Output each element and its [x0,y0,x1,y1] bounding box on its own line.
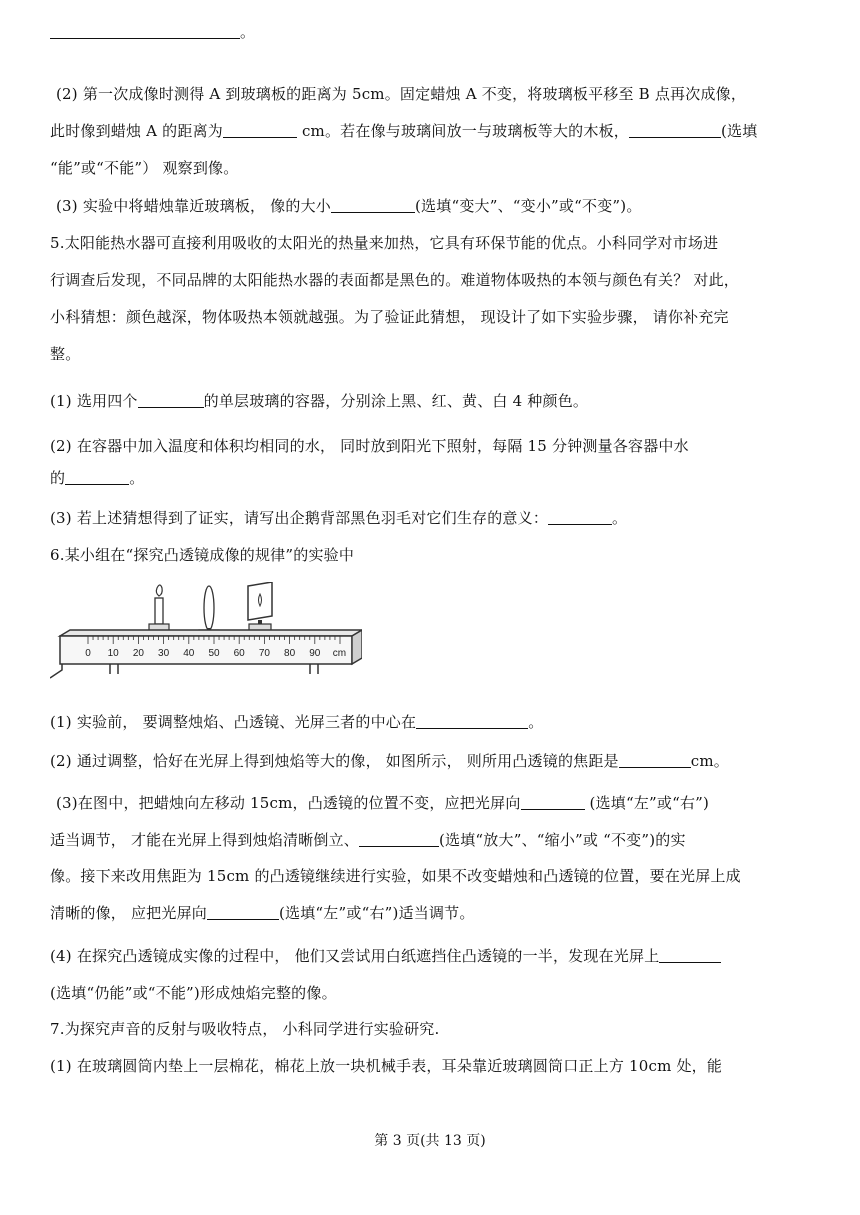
answer-blank[interactable] [359,831,439,847]
line-6: 行调查后发现，不同品牌的太阳能热水器的表面都是黑色的。难道物体吸热的本领与颜色有关？ 对此， [50,271,739,289]
line-14: (1) 实验前， 要调整烛焰、凸透镜、光屏三者的中心在 。 [50,713,544,731]
line-23: (1) 在玻璃圆筒内垫上一层棉花，棉花上放一块机械手表，耳朵靠近玻璃圆筒口正上方 10cm 处，能 [50,1057,723,1075]
ruler-tick-label: 70 [258,648,270,659]
answer-blank[interactable] [223,122,297,138]
line-12: (3) 若上述猜想得到了证实，请写出企鹅背部黑色羽毛对它们生存的意义： 。 [50,509,628,527]
line-18: 像。接下来改用焦距为 15cm 的凸透镜继续进行实验，如果不改变蜡烛和凸透镜的位置，要在光屏上成 [50,867,741,885]
line-9: (1) 选用四个 的单层玻璃的容器，分别涂上黑、红、黄、白 4 种颜色。 [50,392,589,410]
answer-blank[interactable] [659,947,721,963]
line-3: “能”或“不能”） 观察到像。 [50,159,239,177]
answer-blank[interactable] [138,392,204,408]
answer-blank[interactable] [521,794,585,810]
ruler-tick-label: 0 [85,648,91,659]
ruler-tick-label: 10 [107,648,119,659]
ruler-tick-label: 20 [132,648,144,659]
page-footer: 第 3 页(共 13 页) [374,1133,486,1149]
ruler-tick-label: 60 [233,648,245,659]
line-0: 。 [50,22,255,42]
optical-bench-figure [50,582,362,690]
line-5: 5.太阳能热水器可直接利用吸收的太阳光的热量来加热，它具有环保节能的优点。小科同学对市场进 [50,234,719,252]
answer-blank[interactable] [619,752,691,768]
ruler-tick-label: 80 [284,648,296,659]
line-1: (2) 第一次成像时测得 A 到玻璃板的距离为 5cm。固定蜡烛 A 不变，将玻璃板平移至 B 点再次成像， [56,85,747,103]
line-17: 适当调节， 才能在光屏上得到烛焰清晰倒立、 (选填“放大”、“缩小”或 “不变”)的实 [50,831,686,849]
answer-blank[interactable] [548,509,612,525]
line-10: (2) 在容器中加入温度和体积均相同的水， 同时放到阳光下照射，每隔 15 分钟测量各容器中水 [50,437,689,455]
ruler-tick-label: 30 [158,648,170,659]
ruler-tick-label: 90 [309,648,321,659]
answer-blank[interactable] [416,713,528,729]
screen-icon [248,582,272,634]
answer-blank[interactable] [207,904,279,920]
line-8: 整。 [50,345,81,363]
candle-icon [149,585,169,633]
ruler-tick-label: 50 [208,648,220,659]
line-21: (选填“仍能”或“不能”)形成烛焰完整的像。 [50,984,337,1002]
line-20: (4) 在探究凸透镜成实像的过程中， 他们又尝试用白纸遮挡住凸透镜的一半，发现在光屏上 [50,946,721,966]
line-11: 的 。 [50,469,145,487]
answer-blank[interactable] [331,197,415,213]
line-22: 7.为探究声音的反射与吸收特点， 小科同学进行实验研究. [50,1020,440,1038]
answer-blank[interactable] [65,469,129,485]
line-16: (3)在图中，把蜡烛向左移动 15cm，凸透镜的位置不变，应把光屏向 (选填“左”或“右”) [56,794,710,812]
line-7: 小科猜想：颜色越深，物体吸热本领就越强。为了验证此猜想， 现设计了如下实验步骤， 请你补充完 [50,308,729,326]
line-15: (2) 通过调整，恰好在光屏上得到烛焰等大的像， 如图所示， 则所用凸透镜的焦距是 cm。 [50,752,729,770]
ruler-unit-label: cm [332,648,347,659]
line-2: 此时像到蜡烛 A 的距离为 cm。若在像与玻璃间放一与玻璃板等大的木板， (选填 [50,122,758,140]
answer-blank[interactable] [629,122,721,138]
line-13: 6.某小组在“探究凸透镜成像的规律”的实验中 [50,546,355,564]
ruler-tick-label: 40 [183,648,195,659]
answer-blank[interactable] [50,23,240,39]
line-4: (3) 实验中将蜡烛靠近玻璃板， 像的大小 (选填“变大”、“变小”或“不变”)。 [56,197,642,215]
line-19: 清晰的像， 应把光屏向 (选填“左”或“右”)适当调节。 [50,904,475,922]
